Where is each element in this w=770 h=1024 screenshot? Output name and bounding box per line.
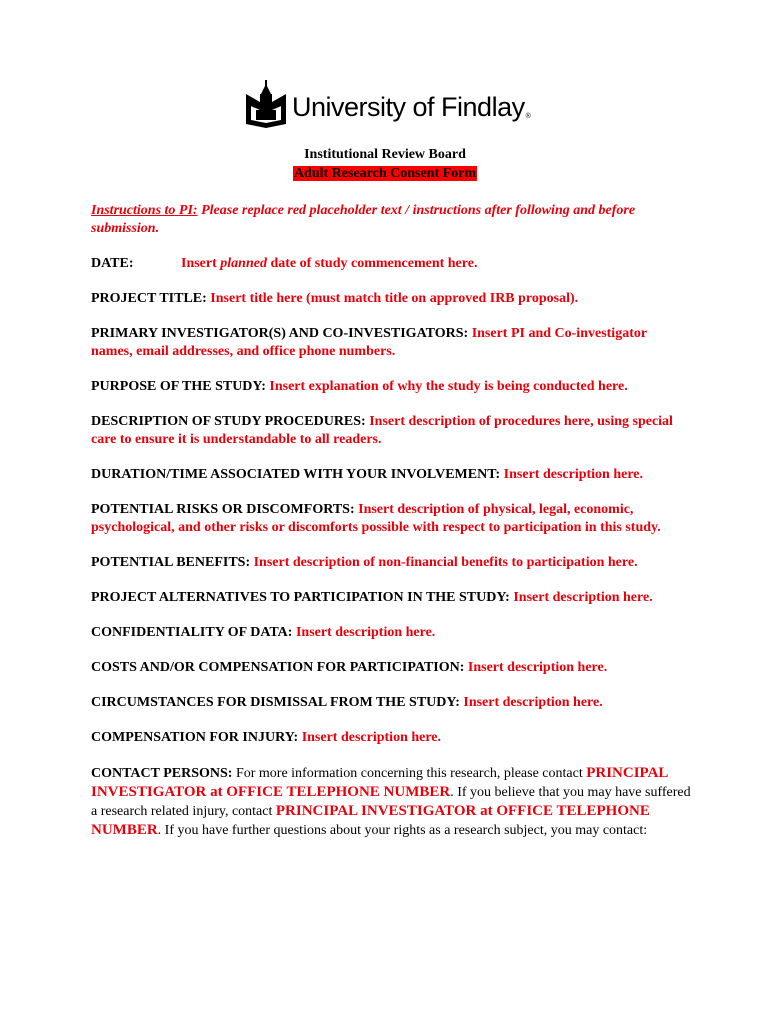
section-label: COSTS AND/OR COMPENSATION FOR PARTICIPATION: — [91, 660, 465, 675]
logo-wordmark: University of Findlay — [292, 91, 525, 122]
date-value-pre: Insert — [181, 256, 221, 271]
section-label: COMPENSATION FOR INJURY: — [91, 730, 299, 745]
section-injury-compensation — [91, 729, 691, 747]
section-value: Insert description here. — [509, 590, 653, 605]
contact-text-1: For more information concerning this research, please contact — [232, 766, 587, 781]
section-value: Insert explanation of why the study is being conducted here. — [265, 379, 628, 394]
form-subtitle — [0, 165, 770, 183]
tower-logo-icon — [244, 80, 288, 128]
date-value — [181, 256, 477, 271]
section-procedures — [91, 413, 691, 449]
section-value: Insert PI and Co-investigator names, email addresses, and office phone numbers. — [91, 326, 647, 359]
section-alternatives — [91, 589, 691, 607]
section-value: Insert description of non-financial benefits to participation here. — [250, 555, 638, 570]
section-value: Insert description here. — [298, 730, 442, 745]
section-label: PROJECT ALTERNATIVES TO PARTICIPATION IN THE STUDY: — [91, 590, 510, 605]
contact-text-2: . If you believe that you may have suffered a research related injury, contact — [91, 785, 691, 819]
section-label: PURPOSE OF THE STUDY: — [91, 379, 266, 394]
date-label: DATE: — [91, 256, 134, 271]
contact-persons-paragraph — [91, 764, 691, 840]
contact-label: CONTACT PERSONS: — [91, 766, 233, 781]
section-label: CIRCUMSTANCES FOR DISMISSAL FROM THE STUDY: — [91, 695, 460, 710]
section-value: Insert description here. — [459, 695, 603, 710]
section-duration — [91, 466, 691, 484]
section-value: Insert description here. — [500, 467, 644, 482]
contact-text-3: . If you have further questions about your rights as a research subject, you may contact: — [157, 823, 648, 838]
section-label: PROJECT TITLE: — [91, 291, 207, 306]
page-title: Institutional Review Board — [304, 147, 466, 162]
section-label: CONFIDENTIALITY OF DATA: — [91, 625, 293, 640]
university-logo — [244, 80, 531, 128]
section-label: POTENTIAL RISKS OR DISCOMFORTS: — [91, 502, 355, 517]
section-value: Insert description here. — [292, 625, 436, 640]
form-body — [91, 202, 691, 840]
section-label: DESCRIPTION OF STUDY PROCEDURES: — [91, 414, 366, 429]
section-risks — [91, 501, 691, 537]
section-investigators — [91, 325, 691, 361]
section-label: DURATION/TIME ASSOCIATED WITH YOUR INVOLVEMENT: — [91, 467, 501, 482]
date-value-italic: planned — [220, 256, 267, 271]
section-confidentiality — [91, 624, 691, 642]
section-benefits — [91, 554, 691, 572]
section-dismissal — [91, 694, 691, 712]
instructions-paragraph — [91, 202, 691, 238]
section-label: PRIMARY INVESTIGATOR(S) AND CO-INVESTIGATORS: — [91, 326, 469, 341]
section-value: Insert title here (must match title on approved IRB proposal). — [206, 291, 579, 306]
section-value: Insert description of physical, legal, economic, psychological, and other risks or discomforts possible with respect to participation in this study. — [91, 502, 661, 535]
date-value-post: date of study commencement here. — [266, 256, 478, 271]
registered-mark: ® — [525, 112, 531, 120]
contact-pi-placeholder-1: PRINCIPAL INVESTIGATOR at OFFICE TELEPHONE NUMBER — [91, 765, 668, 800]
contact-pi-placeholder-2: PRINCIPAL INVESTIGATOR at OFFICE TELEPHONE NUMBER — [91, 803, 650, 838]
section-value: Insert description of procedures here, using special care to ensure it is understandable to all readers. — [91, 414, 673, 447]
section-project-title — [91, 290, 691, 308]
form-subtitle-text: Adult Research Consent Form — [293, 166, 477, 181]
section-purpose — [91, 378, 691, 396]
section-costs — [91, 659, 691, 677]
instructions-label: Instructions to PI: — [91, 203, 198, 218]
instructions-text: Please replace red placeholder text / instructions after following and before submission. — [91, 203, 636, 236]
section-label: POTENTIAL BENEFITS: — [91, 555, 251, 570]
date-row — [91, 255, 691, 273]
section-value: Insert description here. — [464, 660, 608, 675]
